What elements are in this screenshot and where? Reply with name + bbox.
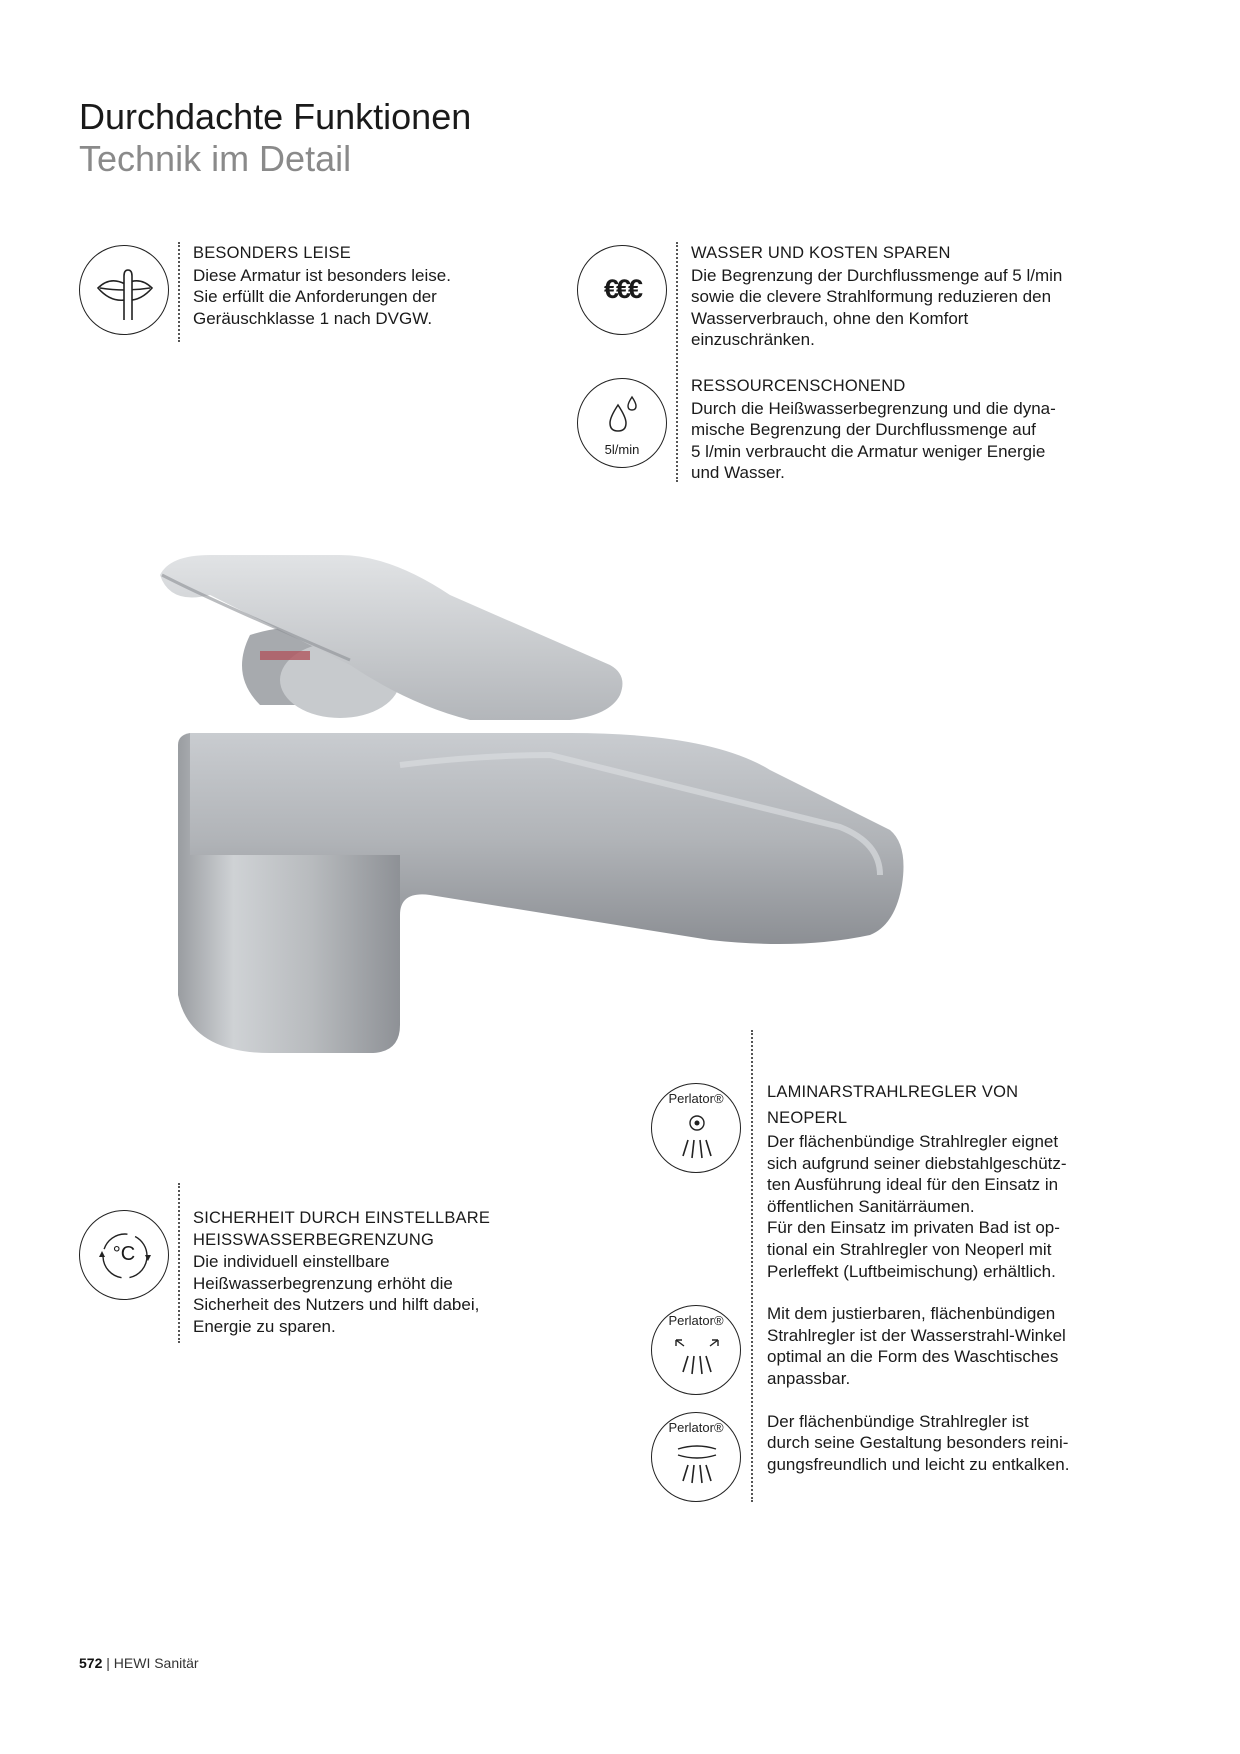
footer-separator: | <box>106 1655 110 1671</box>
feature-text-line: tional ein Strahlregler von Neoperl mit <box>767 1239 1052 1259</box>
feature-quiet <box>193 243 523 329</box>
feature-heading: LAMINARSTRAHLREGLER VON <box>767 1083 1019 1101</box>
feature-text-line: ten Ausführung ideal für den Einsatz in <box>767 1175 1059 1195</box>
feature-text-line: Energie zu sparen. <box>193 1316 336 1336</box>
feature-heading: NEOPERL <box>767 1109 848 1127</box>
perlator-label: Perlator® <box>668 1313 724 1328</box>
feature-text-line: Sie erfüllt die Anforderungen der <box>193 287 437 307</box>
feature-text-line: Die Begrenzung der Durchflussmenge auf 5 l/min <box>691 265 1063 285</box>
feature-text-line: Wasserverbrauch, ohne den Komfort <box>691 308 969 328</box>
feature-resource-saving <box>691 376 1121 484</box>
feature-text-line: mische Begrenzung der Durchflussmenge auf <box>691 420 1036 440</box>
divider-dots <box>751 1030 753 1502</box>
quiet-lips-icon <box>79 245 169 335</box>
feature-text-line: Für den Einsatz im privaten Bad ist op- <box>767 1218 1060 1238</box>
page-number: 572 <box>79 1655 103 1671</box>
feature-text-line: öffentlichen Sanitärräumen. <box>767 1196 975 1216</box>
feature-heading: WASSER UND KOSTEN SPAREN <box>691 244 951 262</box>
faucet-image <box>150 555 910 1160</box>
feature-text-line: Mit dem justierbaren, flächenbündigen <box>767 1304 1056 1324</box>
perlator-adjustable-icon <box>651 1305 741 1395</box>
feature-heading: SICHERHEIT DURCH EINSTELLBARE <box>193 1209 491 1227</box>
feature-text-line: Die individuell einstellbare <box>193 1252 390 1272</box>
feature-text-line: 5 l/min verbraucht die Armatur weniger Energie <box>691 441 1046 461</box>
perlator-antitheft-icon <box>651 1083 741 1173</box>
feature-text-line: durch seine Gestaltung besonders reini- <box>767 1433 1069 1453</box>
feature-text-line: Durch die Heißwasserbegrenzung und die dyna- <box>691 398 1056 418</box>
feature-safety <box>193 1208 563 1338</box>
feature-save-water-costs <box>691 243 1121 351</box>
feature-text-line: Geräuschklasse 1 nach DVGW. <box>193 308 433 328</box>
feature-text-line: gungsfreundlich und leicht zu entkalken. <box>767 1454 1070 1474</box>
divider-dots <box>676 242 678 482</box>
temperature-limit-icon <box>79 1210 169 1300</box>
feature-laminar-flow <box>767 1079 1127 1475</box>
perlator-label: Perlator® <box>668 1091 724 1106</box>
feature-heading: BESONDERS LEISE <box>193 244 351 262</box>
perlator-label: Perlator® <box>668 1420 724 1435</box>
page-subtitle: Technik im Detail <box>79 138 352 179</box>
feature-text-line: sich aufgrund seiner diebstahlgeschütz- <box>767 1153 1067 1173</box>
feature-text-line: Perleffekt (Luftbeimischung) erhältlich. <box>767 1261 1056 1281</box>
feature-text-line: optimal an die Form des Waschtisches <box>767 1347 1059 1367</box>
celsius-label: °C <box>112 1243 136 1265</box>
feature-text-line: Diese Armatur ist besonders leise. <box>193 265 451 285</box>
divider-dots <box>178 242 180 342</box>
water-drops-icon <box>577 378 667 468</box>
feature-text-line: Der flächenbündige Strahlregler eignet <box>767 1132 1059 1151</box>
feature-text-line: einzuschränken. <box>691 330 815 350</box>
perlator-flush-icon <box>651 1412 741 1502</box>
feature-text-line: Sicherheit des Nutzers und hilft dabei, <box>193 1295 480 1315</box>
feature-text-line: Der flächenbündige Strahlregler ist <box>767 1411 1029 1431</box>
feature-text-line: Strahlregler ist der Wasserstrahl-Winkel <box>767 1325 1066 1345</box>
feature-text-line: Heißwasserbegrenzung erhöht die <box>193 1273 453 1293</box>
feature-text-line: sowie die clevere Strahlformung reduzieren den <box>691 287 1052 307</box>
divider-dots <box>178 1183 180 1343</box>
euro-icon <box>577 245 667 335</box>
euro-icon-text: €€€ <box>603 274 641 304</box>
page-footer <box>79 1655 199 1671</box>
feature-text-line: anpassbar. <box>767 1368 851 1388</box>
feature-text-line: und Wasser. <box>691 463 785 483</box>
footer-brand: HEWI Sanitär <box>113 1655 199 1671</box>
page-title: Durchdachte Funktionen <box>79 96 472 137</box>
flow-rate-label: 5l/min <box>604 442 640 457</box>
feature-heading: HEISSWASSERBEGRENZUNG <box>193 1230 435 1249</box>
feature-heading: RESSOURCENSCHONEND <box>691 377 906 395</box>
